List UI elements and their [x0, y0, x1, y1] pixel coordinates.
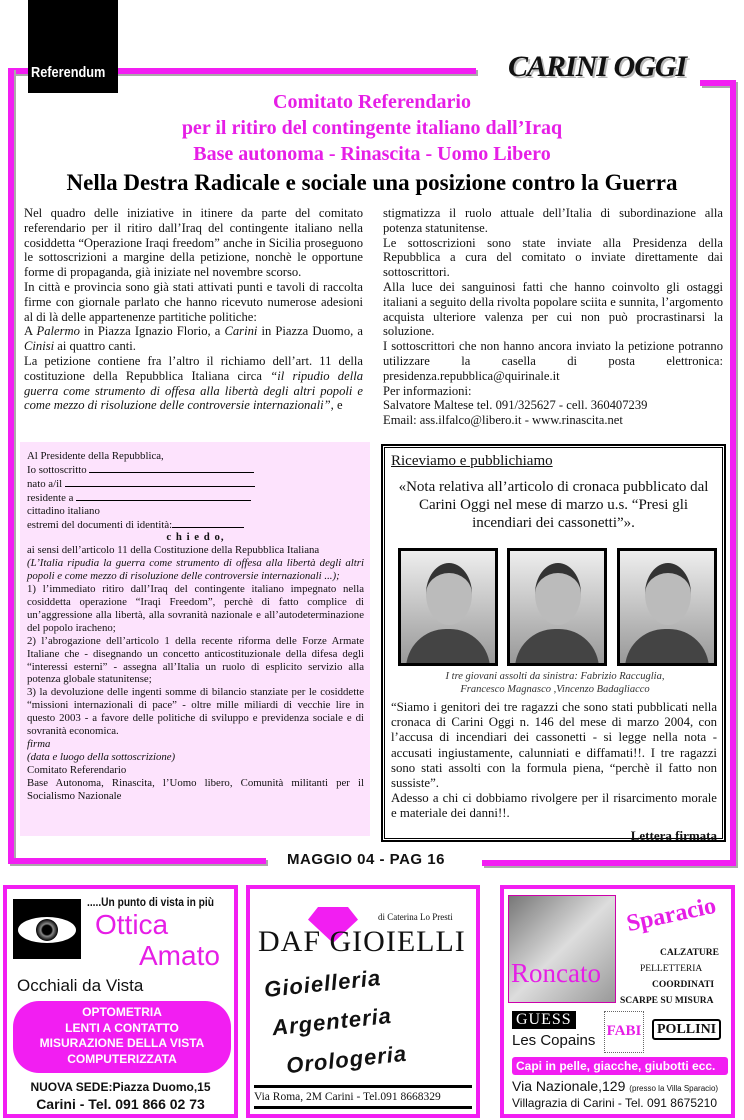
ad-phone: Carini - Tel. 091 866 02 73: [36, 1096, 205, 1112]
petition-intro: ai sensi dell’articolo 11 della Costituzione della Repubblica Italiana: [27, 544, 320, 557]
ad-item: SCARPE SU MISURA: [620, 996, 714, 1006]
ad-address: Via Roma, 2M Carini - Tel.091 8668329: [254, 1085, 472, 1109]
ad-address: Via Nazionale,129 (presso la Villa Sparacio): [512, 1078, 719, 1094]
title-line-1: Comitato Referendario: [273, 91, 471, 113]
paragraph: Per informazioni:: [383, 383, 472, 398]
ad-owner: di Caterina Lo Presti: [378, 912, 453, 922]
name-blank: [89, 463, 254, 473]
committee-name: Comitato Referendario: [27, 763, 127, 776]
field-label: estremi del documenti di identità:: [27, 518, 173, 531]
ad-item: COORDINATI: [652, 980, 715, 990]
paragraph: Adesso a chi ci dobbiamo rivolgere per il risarcimento morale e materiale dei danni!!.: [391, 791, 717, 821]
field-label: Io sottoscritto: [27, 463, 87, 476]
letter-box: [382, 445, 725, 841]
ad-sparacio: [500, 885, 735, 1118]
field-label: nato a/il: [27, 477, 63, 490]
id-blank: [172, 518, 244, 528]
ad-brand: DAF GIOIELLI: [258, 925, 466, 958]
petition-form: [20, 442, 370, 836]
pollini-logo: POLLINI: [652, 1019, 721, 1040]
letter-body: [391, 700, 717, 843]
ad-brand: Amato: [139, 940, 220, 971]
page-footer: MAGGIO 04 - PAG 16: [287, 851, 445, 868]
paragraph: Alla luce dei sanguinosi fatti che hanno coinvolto gli ostaggi italiani a seguito della rivolta popolare sciita e sunnita, l’argomento acquista ulteriore valenza per cui non può procrastinarsi la soluzione.: [383, 279, 723, 339]
residence-blank: [76, 491, 251, 501]
frame-bottom-left: [8, 858, 266, 864]
article-left-column: [24, 206, 363, 413]
paragraph: Nel quadro delle iniziative in itinere da parte del comitato referendario per il ritiro dall’Iraq del contingente italiano nella cosiddetta “Operazione Iraqi freedom” anche in Sicilia proseguono le sottoscrizioni a margine della petizione, nonchè le opportune forme di propaganda, già iniziate nel novembre scorso.: [24, 206, 363, 280]
field-label: cittadino italiano: [27, 504, 100, 517]
ad-banner: Capi in pelle, giacche, giubotti ecc.: [512, 1057, 728, 1075]
frame-right: [730, 80, 736, 864]
petition-item: 2) l’abrogazione dell’articolo 1 della recente riforma delle Forze Armate Italiane che - disegnando un concetto anticostituzionale della difesa degli “interessi esterni” - assegna all’Italia un ruolo di esplicito servizio alla potenza globale statunitense;: [27, 634, 364, 686]
ad-brand: Sparacio: [624, 892, 719, 938]
section-tag: [28, 0, 118, 93]
contact-email: Email: ass.ilfalco@libero.it - www.rinascita.net: [383, 413, 623, 428]
ad-phone: Villagrazia di Carini - Tel. 091 8675210: [512, 1096, 718, 1110]
roncato-bag-image: Roncato: [508, 895, 616, 1003]
ad-address: NUOVA SEDE:Piazza Duomo,15: [30, 1080, 211, 1094]
ad-tagline: .....Un punto di vista in più: [87, 895, 214, 909]
letter-note: «Nota relativa all’articolo di cronaca pubblicato dal Carini Oggi nel mese di marzo u.s. “Presi gli incendiari dei cassonetti”».: [398, 479, 709, 531]
title-line-3: Base autonoma - Rinascita - Uomo Libero: [193, 143, 551, 165]
petition-request: c h i e d o,: [166, 531, 225, 544]
petition-item: 3) la devoluzione delle ingenti somme di bilancio stanziate per le cosiddette “missioni internazionali di pace” - oltre mille miliardi di vecchie lire in questo 2003 - a favore delle politiche di sviluppo e previdenza sociale e di sovranità economica.: [27, 686, 364, 738]
paragraph: In città e provincia sono già stati attivati punti e tavoli di raccolta firme con giornale parlato che hanno ricevuto numerose adesioni al di là delle appartenenze partitiche politiche:: [24, 279, 363, 324]
section-label: Referendum: [31, 64, 106, 81]
photo-badagliacco: [617, 548, 717, 666]
ad-line: Gioielleria: [262, 964, 383, 1003]
letter-heading: Riceviamo e pubblichiamo: [391, 453, 553, 469]
paragraph: “Siamo i genitori dei tre ragazzi che sono stati pubblicati nella cronaca di Carini Oggi n. 146 del mese di marzo 2004, con l’accusa di incendiari dei cassonetti - si legge nella nota - accusati ingiustamente, calunniati e diffamati!!. I tre ragazzi sono stati assolti con la formula piena, “perchè il fatto non sussiste”.: [391, 700, 717, 791]
headline: Nella Destra Radicale e sociale una posizione contro la Guerra: [66, 170, 678, 195]
title-line-2: per il ritiro del contingente italiano dall’Iraq: [181, 117, 563, 139]
petition-addressee: Al Presidente della Repubblica,: [27, 450, 164, 462]
paragraph: La petizione contiene fra l’altro il richiamo dell’art. 11 della costituzione della Repubblica Italiana circa “il ripudio della guerra come strumento di offesa alla libertà degli altri popoli e come mezzo di risoluzione delle controversie internazionali”, e: [24, 353, 363, 413]
fabi-logo: FABI: [604, 1011, 644, 1053]
petition-item: 1) l’immediato ritiro dall’Iraq del contingente italiano impegnato nella cosiddetta operazione “Iraqi Freedom”, perchè di fatto complice di un’aggressione alla libertà, alla sovranità nazionale e all’autodeterminazione del popolo iracheno;: [27, 583, 364, 634]
ad-subtitle: Occhiali da Vista: [17, 976, 144, 995]
contact-phone: Salvatore Maltese tel. 091/325627 - cell. 360407239: [383, 398, 648, 413]
ad-item: CALZATURE: [660, 948, 719, 958]
committee-members: Base Autonoma, Rinascita, l’Uomo libero, Comunità militanti per il Socialismo Nazionale: [27, 776, 364, 802]
article-right-column: [383, 206, 723, 428]
paragraph: stigmatizza il ruolo attuale dell’Italia di subordinazione alla potenza statunitense.: [383, 206, 723, 235]
photo-raccuglia: [398, 548, 498, 666]
paragraph: Le sottoscrizioni sono state inviate alla Presidenza della Repubblica a cura del comitato o inviate direttamente dai sottoscrittori.: [383, 235, 723, 280]
ad-ottica-amato: [3, 885, 238, 1118]
ad-services: OPTOMETRIA LENTI A CONTATTO MISURAZIONE DELLA VISTA COMPUTERIZZATA: [13, 1001, 231, 1073]
petition-quote: (L’Italia ripudia la guerra come strumento di offesa alla libertà degli altri popoli e come mezzo di risoluzione delle controversie internazionali ...);: [27, 557, 364, 583]
ad-item: PELLETTERIA: [640, 964, 703, 974]
letter-signature: Lettera firmata: [630, 827, 717, 843]
photo-magnasco: [507, 548, 607, 666]
signature-label: firma: [27, 737, 51, 750]
date-place-label: (data e luogo della sottoscrizione): [27, 750, 176, 763]
ad-daf-gioielli: [246, 885, 480, 1118]
birth-blank: [65, 477, 255, 487]
ad-brand: Ottica: [95, 909, 169, 940]
frame-bottom-right: [482, 860, 736, 866]
field-label: residente a: [27, 491, 74, 504]
ad-line: Argenteria: [270, 1002, 393, 1041]
guess-logo: GUESS: [512, 1011, 576, 1029]
newspaper-logo: CARINI OGGI: [508, 50, 687, 83]
eye-logo-icon: [13, 899, 81, 959]
paragraph: A Palermo in Piazza Ignazio Florio, a Carini in Piazza Duomo, a Cinisi ai quattro canti.: [24, 324, 363, 354]
paragraph: I sottoscrittori che non hanno ancora inviato la petizione potranno utilizzare la casella di posta elettronica: presidenza.repubblica@quirinale.it: [383, 339, 723, 383]
photo-caption: I tre giovani assolti da sinistra: Fabrizio Raccuglia, Francesco Magnasco ,Vincenzo Badagliacco: [445, 671, 665, 695]
ad-line: Orologeria: [284, 1040, 409, 1079]
les-copains-logo: Les Copains: [512, 1032, 596, 1049]
